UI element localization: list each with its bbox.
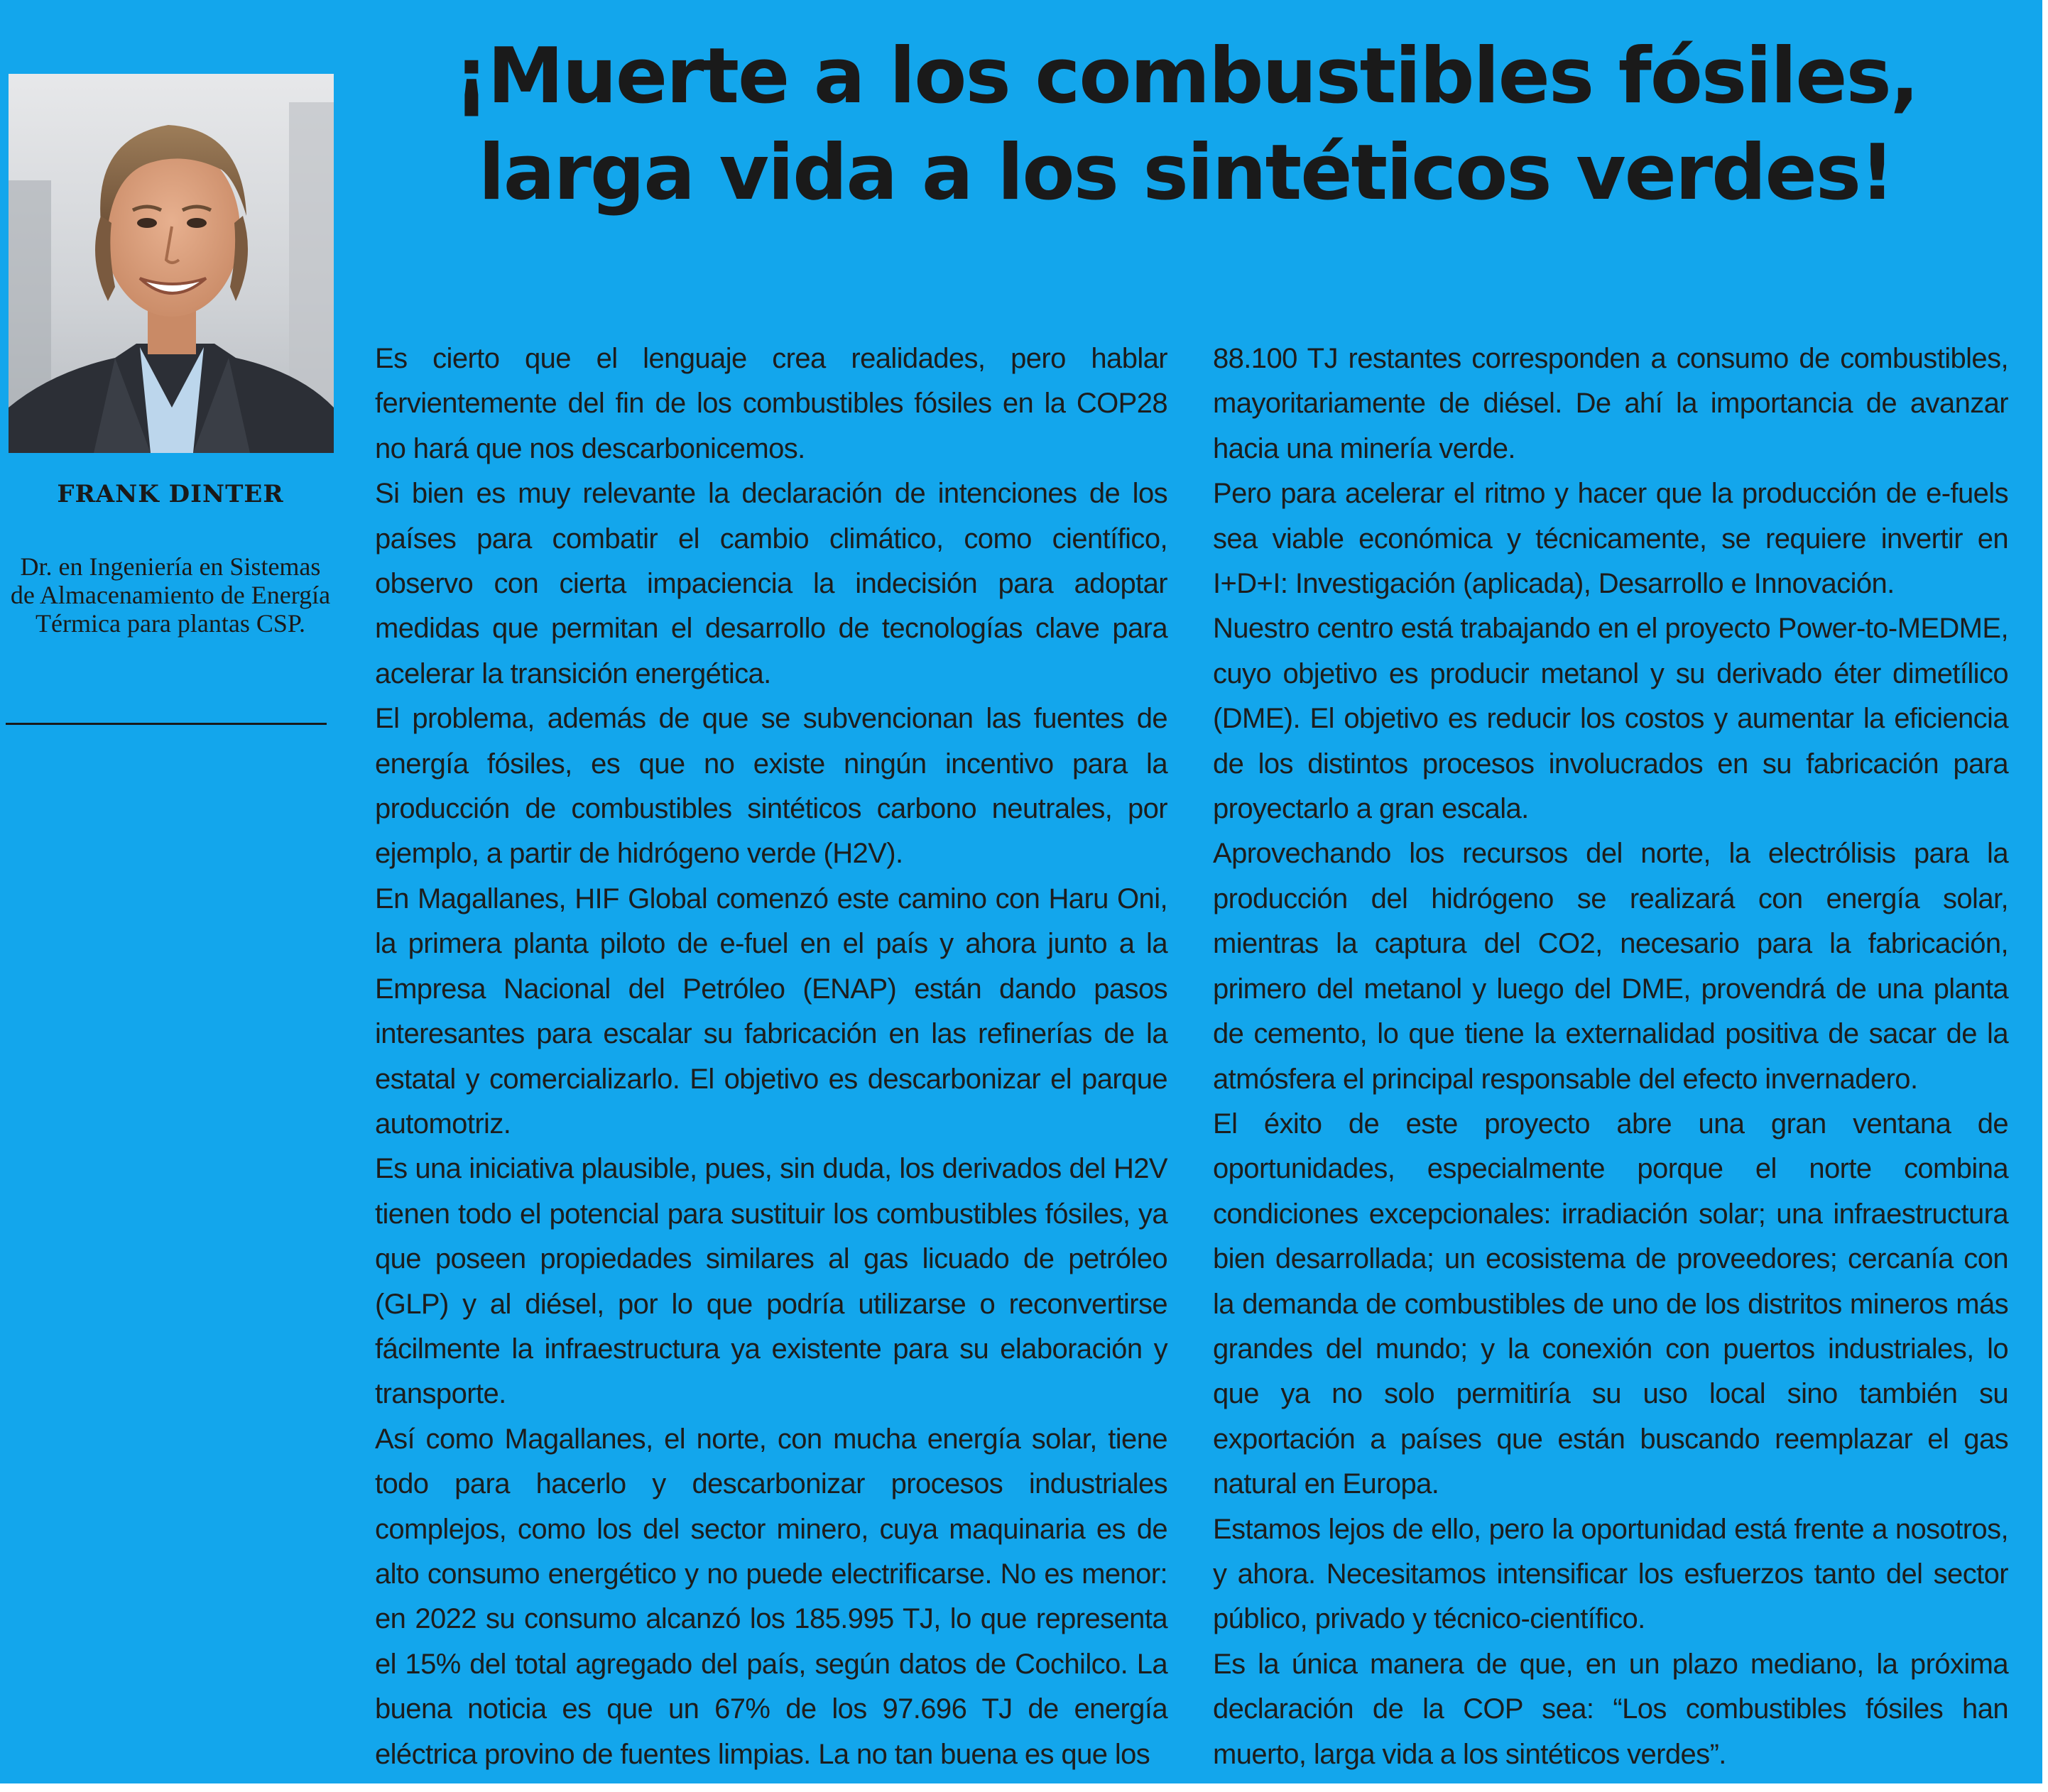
paragraph: Es una iniciativa plausible, pues, sin duda, los derivados del H2V tienen todo el potencial para sustituir los combustibles fósiles, ya que poseen propiedades similares al gas licuado de petróleo (GLP) y al diésel, por lo que podría utilizarse o reconvertirse fácilmente la infraestructura ya existente para su elaboración y transporte. [375,1153,1167,1410]
title-line-2: larga vida a los sintéticos verdes! [478,129,1894,217]
author-name: FRANK DINTER [57,480,284,508]
author-divider [6,723,327,725]
paragraph: Así como Magallanes, el norte, con mucha energía solar, tiene todo para hacerlo y descarbonizar procesos industriales complejos, como los del sector minero, cuya maquinaria es de alto consumo energético y no puede electrificarse. No es menor: en 2022 su consumo alcanzó los 185.995 TJ, lo que representa el 15% del total agregado del país, según datos de Cochilco. La buena noticia es que un 67% de los 97.696 TJ de energía eléctrica provino de fuentes limpias. La no tan buena es que los [375,1423,1167,1770]
paragraph: Aprovechando los recursos del norte, la electrólisis para la producción del hidrógeno se realizará con energía solar, mientras la captura del CO2, necesario para la fabricación, primero del metanol y luego del DME, provendrá de una planta de cemento, lo que tiene la externalidad positiva de sacar de la atmósfera el principal responsable del efecto invernadero. [1213,838,2008,1095]
author-bio: Dr. en Ingeniería en Sistemas de Almacenamiento de Energía Térmica para plantas CSP. [10,552,331,638]
paragraph: En Magallanes, HIF Global comenzó este camino con Haru Oni, la primera planta piloto de e-fuel en el país y ahora junto a la Empresa Nacional del Petróleo (ENAP) están dando pasos interesantes para escalar su fabricación en las refinerías de la estatal y comercializarlo. El objetivo es descarbonizar el parque automotriz. [375,883,1167,1140]
paragraph: Es la única manera de que, en un plazo mediano, la próxima declaración de la COP sea: “Los combustibles fósiles han muerto, larga vida a los sintéticos verdes”. [1213,1648,2008,1770]
paragraph: Es cierto que el lenguaje crea realidades, pero hablar fervientemente del fin de los combustibles fósiles en la COP28 no hará que nos descarbonicemos. [375,343,1167,464]
article-column-1 [375,337,1167,1777]
paragraph: El problema, además de que se subvencionan las fuentes de energía fósiles, es que no existe ningún incentivo para la producción de combustibles sintéticos carbono neutrales, por ejemplo, a partir de hidrógeno verde (H2V). [375,703,1167,870]
paragraph: Nuestro centro está trabajando en el proyecto Power-to-MEDME, cuyo objetivo es producir metanol y su derivado éter dimetílico (DME). El objetivo es reducir los costos y aumentar la eficiencia de los distintos procesos involucrados en su fabricación para proyectarlo a gran escala. [1213,613,2008,825]
paragraph: El éxito de este proyecto abre una gran ventana de oportunidades, especialmente porque el norte combina condiciones excepcionales: irradiación solar; una infraestructura bien desarrollada; un ecosistema de proveedores; cercanía con la demanda de combustibles de uno de los distritos mineros más grandes del mundo; y la conexión con puertos industriales, lo que ya no solo permitiría su uso local sino también su exportación a países que están buscando reemplazar el gas natural en Europa. [1213,1108,2008,1500]
paragraph: Pero para acelerar el ritmo y hacer que la producción de e-fuels sea viable económica y técnicamente, se requiere invertir en I+D+I: Investigación (aplicada), Desarrollo e Innovación. [1213,478,2008,600]
paragraph: 88.100 TJ restantes corresponden a consumo de combustibles, mayoritariamente de diésel. De ahí la importancia de avanzar hacia una minería verde. [1213,343,2008,464]
author-photo [9,74,334,453]
article-column-2 [1213,337,2008,1777]
paragraph: Estamos lejos de ello, pero la oportunidad está frente a nosotros, y ahora. Necesitamos intensificar los esfuerzos tanto del sector público, privado y técnico-científico. [1213,1513,2008,1635]
article-title [355,28,2017,222]
paragraph: Si bien es muy relevante la declaración de intenciones de los países para combatir el cambio climático, como científico, observo con cierta impaciencia la indecisión para adoptar medidas que permitan el desarrollo de tecnologías clave para acelerar la transición energética. [375,478,1167,689]
title-line-1: ¡Muerte a los combustibles fósiles, [454,32,1918,121]
